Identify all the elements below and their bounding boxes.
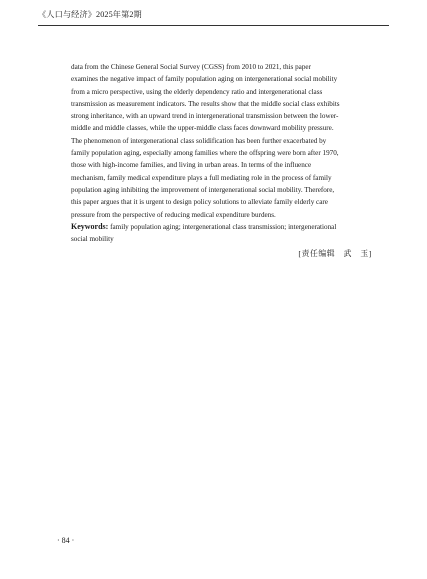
abstract-line: data from the Chinese General Social Survey (CGSS) from 2010 to 2021, this paper	[71, 63, 311, 71]
abstract-line: examines the negative impact of family population aging on intergenerational social mobility	[71, 75, 338, 84]
abstract-line: those with high-income families, and living in urban areas. In terms of the influence	[71, 161, 312, 170]
keywords	[71, 221, 376, 233]
keywords-continuation: social mobility	[71, 235, 114, 244]
abstract-line: transmission as measurement indicators. The results show that the middle social class exhibits	[71, 99, 340, 108]
header-divider	[38, 25, 389, 26]
keywords-text: family population aging; intergenerational class transmission; intergenerational	[108, 222, 337, 231]
abstract-line: strong inheritance, with an upward trend in intergenerational transmission between the lower-	[71, 112, 339, 121]
responsible-editor: [责任编辑 武 玉]	[298, 249, 372, 258]
abstract-line: family population aging, especially among families where the offspring were born after 1970,	[71, 149, 339, 158]
abstract-line: population aging inhibiting the improvement of intergenerational social mobility. Therefore,	[71, 185, 335, 194]
abstract-line: middle and middle classes, while the upper-middle class faces downward mobility pressure.	[71, 124, 334, 133]
running-header: 《人口与经济》2025年第2期	[38, 10, 142, 19]
abstract-line: this paper argues that it is urgent to design policy solutions to alleviate family elderly care	[71, 198, 328, 207]
abstract-line: pressure from the perspective of reducing medical expenditure burdens.	[71, 210, 276, 219]
abstract-line: The phenomenon of intergenerational class solidification has been further exacerbated by	[71, 136, 327, 145]
abstract-line: from a micro perspective, using the elderly dependency ratio and intergenerational class	[71, 87, 323, 96]
abstract-line: mechanism, family medical expenditure plays a full mediating role in the process of family	[71, 173, 332, 182]
abstract-body	[71, 61, 376, 245]
page-number: · 84 ·	[57, 536, 75, 545]
keywords-label: Keywords:	[71, 221, 109, 231]
